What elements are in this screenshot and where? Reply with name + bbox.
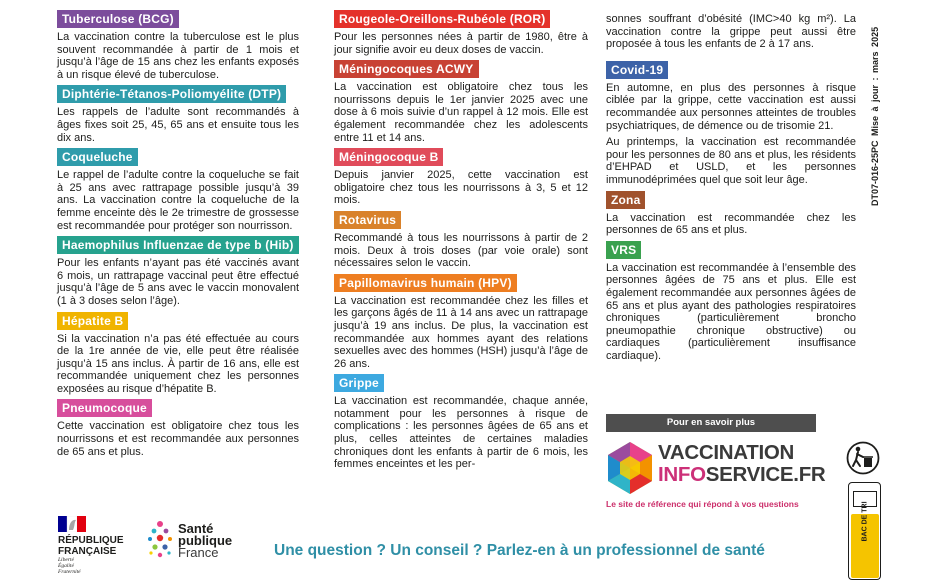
header-hepatite-b: Hépatite B [57,312,128,330]
header-meningo-b: Méningocoque B [334,148,443,166]
text-dtp: Les rappels de l’adulte sont recommandés à âges fixes soit 25, 45, 65 ans et ensuite tous les dix ans. [57,106,299,144]
bac-de-tri-label [862,528,869,542]
recycle-person-trash-icon [846,440,880,476]
column-1 [57,10,299,462]
spf-line-2: publique [178,533,233,548]
header-hib: Haemophilus Influenzae de type b (Hib) [57,236,299,254]
sante-publique-france-label [178,523,232,559]
text-ror: Pour les personnes nées à partir de 1980, être à jour signifie avoir eu deux doses de vaccin. [334,31,588,56]
vaccination-info-service-tagline: Le site de référence qui répond à vos questions [606,499,799,509]
bac-de-tri-icon [848,482,881,580]
text-covid-autumn: En automne, en plus des personnes à risque ciblée par la grippe, cette vaccination est aussi recommandée aux personnes atteintes de troubles psychiatriques, de démence ou de trisomie 21. [606,81,856,132]
motto-fraternite: Fraternité [58,569,81,575]
motto-egalite: Égalité [58,563,74,569]
header-tuberculose: Tuberculose (BCG) [57,10,179,28]
section-pneumocoque [57,399,299,458]
column-2 [334,10,588,475]
text-hib: Pour les enfants n’ayant pas été vaccinés avant 6 mois, un rattrapage vaccinal peut être effectué jusqu’à l’âge de 5 ans avec le vaccin monovalent (1 à 3 doses selon l’âge). [57,257,299,307]
rf-line-1: RÉPUBLIQUE [58,535,124,546]
text-tuberculose: La vaccination contre la tuberculose est le plus souvent recommandée à partir de 1 mois et jusqu’à l’âge de 15 ans chez les enfants exposés à un risque élevé de tuberculose. [57,31,299,81]
header-coqueluche: Coqueluche [57,148,138,166]
section-grippe-continued [606,13,856,51]
text-hpv: La vaccination est recommandée chez les filles et les garçons âgés de 11 à 14 ans avec un rattrapage jusqu’à 19 ans inclus. De plus, la vaccination est recommandée aux hommes ayant des relations sexuelles avec des hommes (HSH) jusqu’à l’âge de 26 ans. [334,294,588,370]
text-grippe-continued: sonnes souffrant d’obésité (IMC>40 kg m²). La vaccination contre la grippe peut aussi être proposée à tous les enfants de 2 à 17 ans. [606,13,856,51]
header-meningo-acwy: Méningocoques ACWY [334,60,479,78]
header-hpv: Papillomavirus humain (HPV) [334,274,517,292]
motto-liberte: Liberté [58,557,74,563]
sante-publique-france-logo-icon [146,520,176,568]
header-zona: Zona [606,191,645,209]
wordmark-service: SERVICE.FR [705,463,826,486]
text-hepatite-b: Si la vaccination n’a pas été effectuée au cours de la 1re année de vie, elle peut être réalisée jusqu’à 15 ans inclus. À partir de 16 ans, elle est recommandée uniquement chez les personnes exposées au risque d’hépatite B. [57,332,299,395]
republique-francaise-marianne-icon [58,516,86,532]
column-3 [606,13,856,366]
section-covid [606,61,856,187]
section-coqueluche [57,148,299,232]
text-zona: La vaccination est recommandée chez les personnes de 65 ans et plus. [606,211,856,237]
text-meningo-b: Depuis janvier 2025, cette vaccination est obligatoire chez tous les nourrissons à 3, 5 et 12 mois. [334,169,588,207]
header-covid: Covid-19 [606,61,668,79]
text-coqueluche: Le rappel de l’adulte contre la coqueluche se fait à 25 ans avec rattrapage possible jusqu’à 39 ans. La vaccination contre la coqueluche de la femme enceinte dès le 2e trimestre de grossesse est recommandée pour protéger son nourrisson. [57,169,299,232]
header-rotavirus: Rotavirus [334,211,401,229]
text-pneumocoque: Cette vaccination est obligatoire chez tous les nourrissons et est recommandée aux personnes de 65 ans et plus. [57,420,299,458]
header-ror: Rougeole-Oreillons-Rubéole (ROR) [334,10,550,28]
text-vrs: La vaccination est recommandée à l’ensemble des personnes âgées de 75 ans et plus. Elle est également recommandée aux personnes âgées de 65 ans et plus ayant des pathologies respiratoires chroniques (particulièrement broncho pneumopathie chronique obstructive) ou cardiaques (particulièrement insuffisance cardiaque). [606,261,856,362]
footer-question: Une question ? Un conseil ? Parlez-en à un professionnel de santé [274,542,765,559]
section-meningo-b [334,148,588,207]
section-rotavirus [334,211,588,270]
wordmark-info: INFO [658,463,706,486]
section-grippe [334,374,588,471]
wordmark-line1: VACCINATION [658,441,795,464]
document-reference: DT07-016-25PC Mise à jour : mars 2025 [870,26,880,206]
section-zona [606,191,856,237]
vaccination-info-service-wordmark [658,442,825,486]
more-info-banner: Pour en savoir plus [606,414,816,432]
spf-line-1: Santé [178,521,214,536]
section-hepatite-b [57,312,299,396]
header-grippe: Grippe [334,374,384,392]
section-ror [334,10,588,56]
text-covid-spring: Au printemps, la vaccination est recommandée pour les personnes de 80 ans et plus, les résidents d’EHPAD et USLD, et les personnes immunodéprimées quel que soit leur âge. [606,136,856,186]
header-vrs: VRS [606,241,641,259]
text-rotavirus: Recommandé à tous les nourrissons à partir de 2 mois. Deux à trois doses (par voie orale) sont nécessaires selon le vaccin. [334,231,588,270]
section-dtp [57,85,299,144]
header-pneumocoque: Pneumocoque [57,399,152,417]
vaccination-info-service-logo-icon [604,440,656,496]
section-meningo-acwy [334,60,588,144]
republique-francaise-label [58,535,124,557]
text-meningo-acwy: La vaccination est obligatoire chez tous les nourrissons depuis le 1er janvier 2025 avec une dose à 6 mois suivie d’un rappel à 12 mois. Elle est également recommandée chez les adolescents entre 11 et 14 ans. [334,81,588,144]
text-grippe: La vaccination est recommandée, chaque année, notamment pour les personnes à risque de complications : les personnes âgées de 65 ans et plus, celles atteintes de certaines maladies chroniques dont les enfants à partir de 6 mois, les femmes enceintes et les per- [334,395,588,471]
header-dtp: Diphtérie-Tétanos-Poliomyélite (DTP) [57,85,286,103]
section-tuberculose [57,10,299,81]
spf-line-3: France [178,545,219,560]
section-hib [57,236,299,307]
section-vrs [606,241,856,363]
republique-francaise-motto [58,557,81,575]
section-hpv [334,274,588,371]
wordmark-line2 [658,464,825,486]
rf-line-2: FRANÇAISE [58,546,117,557]
